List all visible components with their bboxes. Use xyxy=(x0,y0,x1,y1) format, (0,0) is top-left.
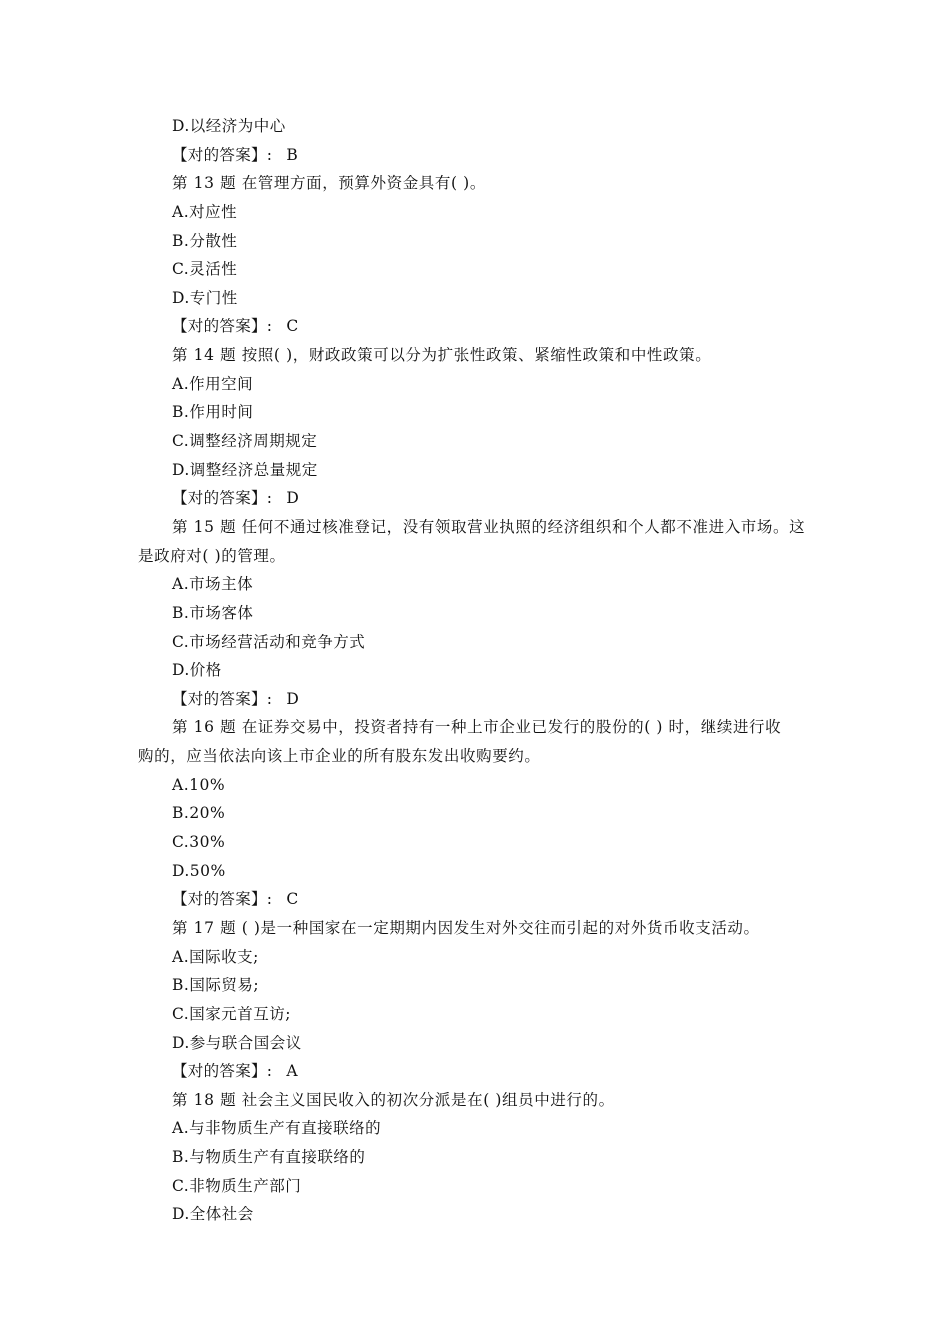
answer-option: B.20% xyxy=(172,804,226,823)
question-text-continued: 是政府对( )的管理。 xyxy=(138,546,286,565)
answer-label: 【对的答案】: xyxy=(172,145,273,164)
answer-line xyxy=(138,141,838,170)
answer-value: D xyxy=(286,489,299,508)
question-text: 第 15 题 任何不通过核准登记，没有领取营业执照的经济组织和个人都不准进入市场。这 xyxy=(172,517,806,536)
question-text: 第 17 题 ( )是一种国家在一定期期内因发生对外交往而引起的对外货币收支活动。 xyxy=(172,918,760,937)
answer-label: 【对的答案】: xyxy=(172,1062,273,1081)
answer-line xyxy=(138,1057,838,1086)
answer-option: B.与物质生产有直接联络的 xyxy=(172,1148,366,1167)
answer-option: A.10% xyxy=(172,775,226,794)
answer-option: D.全体社会 xyxy=(172,1205,254,1224)
answer-line xyxy=(138,685,838,714)
answer-line xyxy=(138,312,838,341)
answer-line xyxy=(138,885,838,914)
answer-option: B.作用时间 xyxy=(172,403,254,422)
answer-option: C.调整经济周期规定 xyxy=(172,432,318,451)
answer-option: A.与非物质生产有直接联络的 xyxy=(172,1119,382,1138)
answer-label: 【对的答案】: xyxy=(172,890,273,909)
answer-option: D.以经济为中心 xyxy=(172,117,286,135)
answer-option: C.市场经营活动和竞争方式 xyxy=(172,632,366,651)
answer-option: C.非物质生产部门 xyxy=(172,1176,302,1195)
answer-option: C.灵活性 xyxy=(172,260,238,279)
answer-option: D.调整经济总量规定 xyxy=(172,460,318,479)
answer-option: C.30% xyxy=(172,833,226,852)
answer-option: D.专门性 xyxy=(172,288,238,307)
answer-label: 【对的答案】: xyxy=(172,317,273,336)
answer-option: C.国家元首互访; xyxy=(172,1004,291,1023)
answer-option: A.对应性 xyxy=(172,202,238,221)
question-text: 第 18 题 社会主义国民收入的初次分派是在( )组员中进行的。 xyxy=(172,1090,615,1109)
answer-option: A.国际收支; xyxy=(172,947,259,966)
question-text: 第 14 题 按照( )，财政政策可以分为扩张性政策、紧缩性政策和中性政策。 xyxy=(172,346,712,365)
answer-option: D.50% xyxy=(172,861,226,880)
answer-label: 【对的答案】: xyxy=(172,689,273,708)
answer-option: A.市场主体 xyxy=(172,575,254,594)
answer-option: D.价格 xyxy=(172,661,222,680)
answer-line xyxy=(138,484,838,513)
answer-option: B.分散性 xyxy=(172,231,238,250)
answer-value: C xyxy=(286,317,299,336)
answer-option: D.参与联合国会议 xyxy=(172,1033,302,1052)
answer-option: A.作用空间 xyxy=(172,374,254,393)
question-text-continued: 购的，应当依法向该上市企业的所有股东发出收购要约。 xyxy=(138,747,541,766)
question-text: 第 16 题 在证券交易中，投资者持有一种上市企业已发行的股份的( ) 时，继续进行收 xyxy=(172,718,782,737)
answer-option: B.国际贸易; xyxy=(172,976,260,995)
answer-value: D xyxy=(286,689,299,708)
answer-label: 【对的答案】: xyxy=(172,489,273,508)
exam-content xyxy=(138,112,838,1229)
answer-value: C xyxy=(286,890,299,909)
answer-option: B.市场客体 xyxy=(172,603,254,622)
question-text: 第 13 题 在管理方面，预算外资金具有( )。 xyxy=(172,174,486,193)
answer-value: A xyxy=(286,1062,298,1081)
answer-value: B xyxy=(286,145,298,164)
